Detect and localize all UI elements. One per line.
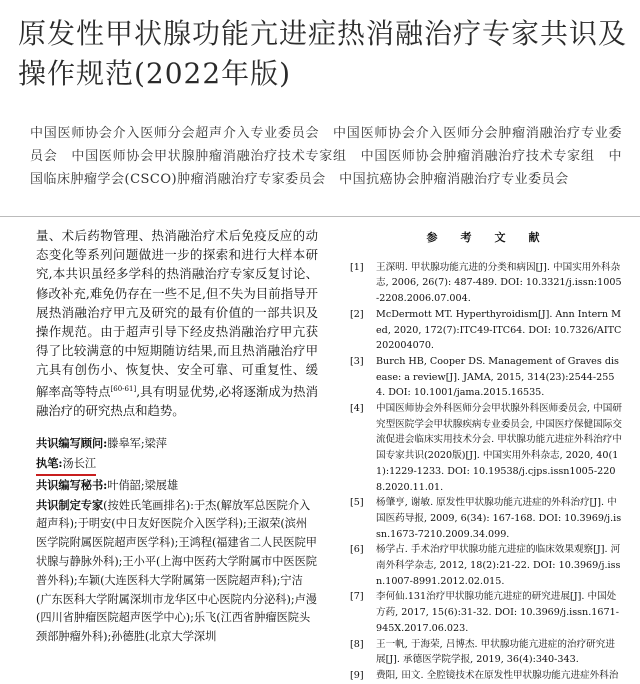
body-text: 量、术后药物管理、热消融治疗术后免疫反应的动态变化等系列问题做进一步的探索和进行大样本研究,本共识虽经多学科的热消融治疗专家反复讨论、修改补充,难免仍存在一些不足,但不失为目前指导开展热消融治疗甲亢及研究的最有价值的一部共识及操作规范。由于超声引导下经皮热消融治疗甲亢获得了比较满意的中短期随访结果,而且热消融治疗甲亢具有创伤小、恢复快、安全可靠、可重复性、缓解率高等特点	[36, 228, 318, 399]
reference-text: 中国医师协会外科医师分会甲状腺外科医师委员会, 中国研究型医院学会甲状腺疾病专业委员会, 中国医疗保健国际交流促进会临床实用技术分会. 甲状腺功能亢进症外科治疗中国专家共识(2020版)[J]. 中国实用外科杂志, 2020, 40(11):1229-1233. DOI: 10.19538/j.cjps.issn1005-2208.2020.11.01.	[376, 403, 622, 493]
credits-block	[36, 434, 318, 647]
credit-secretary-value: 叶俏韶;梁展雄	[107, 478, 179, 492]
references-heading: 参 考 文 献	[426, 231, 546, 244]
author-organizations: 中国医师协会介入医师分会超声介入专业委员会 中国医师协会介入医师分会肿瘤消融治疗专业委员会 中国医师协会甲状腺肿瘤消融治疗技术专家组 中国医师协会肿瘤消融治疗技术专家组 中国临床肿瘤学会(CSCO)肿瘤消融治疗专家委员会 中国抗癌协会肿瘤消融治疗专业委员会	[30, 126, 622, 187]
credit-exec-label: 执笔:	[36, 455, 63, 470]
reference-item	[350, 668, 622, 684]
reference-number: [3]	[350, 355, 364, 367]
reference-text: 李何仙.131治疗甲状腺功能亢进症的研究进展[J]. 中国处方药, 2017, 15(6):31-32. DOI: 10.3969/j.issn.1671-945X.2017.06.023.	[376, 591, 619, 634]
reference-number: [4]	[350, 403, 364, 415]
credit-secretary	[36, 476, 318, 496]
credit-experts-value: (按姓氏笔画排名):于杰(解放军总医院介入超声科);于明安(中日友好医院介入医学科);王淑荣(滨州医学院附属医院超声医学科);王鸿程(福建省二人民医院甲状腺与静脉外科);王小平(上海中医药大学附属市中医医院普外科);车颖(大连医科大学附属第一医院超声科);宁洁(广东医科大学附属深圳市龙华区中心医院内分泌科);卢漫(四川省肿瘤医院超声医学中心);乐飞(江西省肿瘤医院头颈部肿瘤外科);孙德胜(北京大学深圳	[36, 498, 317, 644]
reference-text: 费阳, 田文. 全腔镜技术在原发性甲状腺功能亢进症外科治	[376, 669, 619, 681]
reference-number: [1]	[350, 261, 364, 273]
reference-number: [7]	[350, 591, 364, 603]
reference-item	[350, 495, 622, 542]
reference-item	[350, 307, 622, 354]
reference-item	[350, 354, 622, 401]
credit-experts-label: 共识制定专家	[36, 497, 104, 512]
reference-item	[350, 542, 622, 589]
reference-text: 杨肇亨, 谢敏. 原发性甲状腺功能亢进症的外科治疗[J]. 中国医药导报, 2009, 6(34): 167-168. DOI: 10.3969/j.issn.1673-7210.2009.34.099.	[376, 497, 622, 540]
reference-item	[350, 260, 622, 307]
reference-text: 杨学占. 手术治疗甲状腺功能亢进症的临床效果观察[J]. 河南外科学杂志, 2012, 18(2):21-22. DOI: 10.3969/j.issn.1007-8991.2012.02.015.	[376, 544, 621, 587]
reference-number: [9]	[350, 669, 364, 681]
body-column-left	[36, 226, 318, 647]
reference-number: [5]	[350, 497, 364, 509]
credit-exec-value: 汤长江	[62, 456, 97, 470]
citation-superscript: [60-61]	[110, 384, 137, 393]
credit-secretary-label: 共识编写秘书:	[36, 477, 108, 492]
reference-item	[350, 401, 622, 495]
credit-experts	[36, 496, 318, 647]
reference-number: [8]	[350, 638, 364, 650]
reference-text: 王深明. 甲状腺功能亢进的分类和病因[J]. 中国实用外科杂志, 2006, 26(7): 487-489. DOI: 10.3321/j.issn:1005-2208.2006.07.004.	[376, 261, 622, 305]
credit-lead-value: 滕皋军;梁萍	[107, 437, 167, 451]
credit-lead	[36, 434, 318, 454]
body-paragraph	[36, 226, 318, 420]
section-divider	[0, 216, 640, 217]
reference-number: [2]	[350, 308, 364, 320]
references-column	[350, 226, 622, 684]
reference-item	[350, 589, 622, 636]
reference-number: [6]	[350, 544, 364, 556]
reference-text: 王一帆, 于海荣, 吕博杰. 甲状腺功能亢进症的治疗研究进展[J]. 承德医学院学报, 2019, 36(4):340-343.	[376, 638, 615, 666]
body-text-end: ,具有明显优势,必将逐渐成为热消融治疗的研究热点和趋势。	[36, 383, 318, 418]
article-title: 原发性甲状腺功能亢进症热消融治疗专家共识及操作规范(2022年版)	[18, 17, 628, 90]
reference-text: Burch HB, Cooper DS. Management of Graves disease: a review[J]. JAMA, 2015, 314(23):2544-2554. DOI: 10.1001/jama.2015.16535.	[376, 355, 619, 399]
credit-exec-highlight	[36, 454, 96, 476]
reference-item	[350, 637, 622, 668]
reference-text: McDermott MT. Hyperthyroidism[J]. Ann Intern Med, 2020, 172(7):ITC49-ITC64. DOI: 10.7326/AITC202004070.	[376, 308, 622, 352]
credit-lead-label: 共识编写顾问:	[36, 436, 108, 451]
credit-exec	[36, 454, 318, 476]
